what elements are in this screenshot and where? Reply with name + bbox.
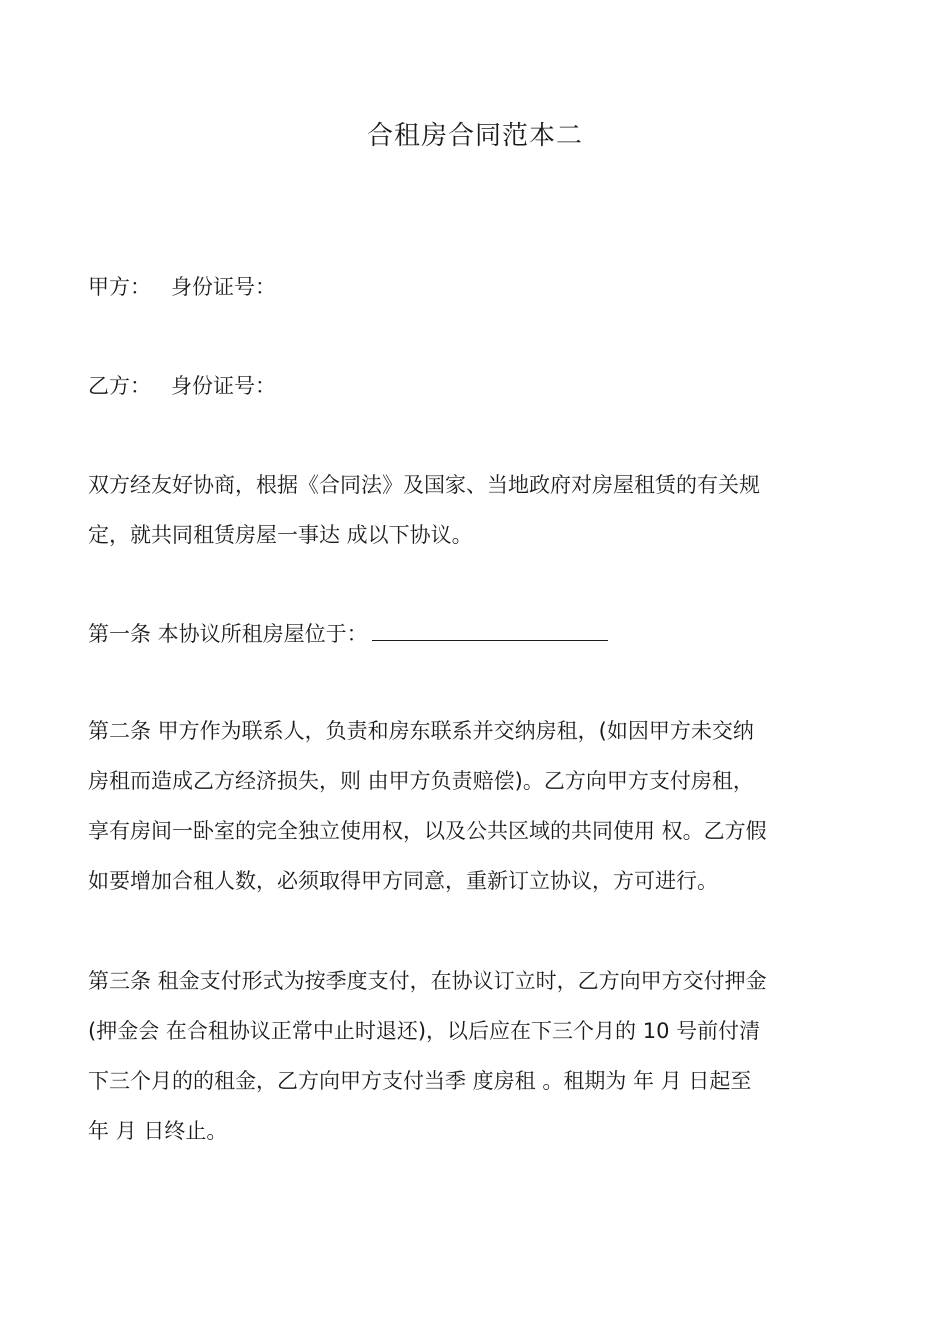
article-2-line: 第二条 甲方作为联系人，负责和房东联系并交纳房租，(如因甲方未交纳 xyxy=(88,719,754,743)
article-3-line: 下三个月的的租金，乙方向甲方支付当季 度房租 。租期为 年 月 日起至 xyxy=(88,1069,752,1093)
article-2-line: 享有房间一卧室的完全独立使用权，以及公共区域的共同使用 权。乙方假 xyxy=(88,819,767,843)
party-a-id-label: 身份证号： xyxy=(171,275,276,299)
article-2-line: 如要增加合租人数，必须取得甲方同意，重新订立协议，方可进行。 xyxy=(88,869,718,893)
article-2-line: 房租而造成乙方经济损失，则 由甲方负责赔偿)。乙方向甲方支付房租， xyxy=(88,769,754,793)
article-1-text: 第一条 本协议所租房屋位于： xyxy=(88,622,368,646)
party-a-line xyxy=(88,272,868,302)
party-a-label: 甲方： xyxy=(88,275,151,299)
party-b-label: 乙方： xyxy=(88,374,151,398)
article-3-line: 年 月 日终止。 xyxy=(88,1119,228,1143)
article-2 xyxy=(88,706,868,906)
party-b-id-label: 身份证号： xyxy=(171,374,276,398)
party-b-line xyxy=(88,371,868,401)
address-blank-line xyxy=(372,618,608,641)
intro-line: 双方经友好协商，根据《合同法》及国家、当地政府对房屋租赁的有关规 xyxy=(88,473,760,497)
document-title: 合租房合同范本二 xyxy=(366,121,583,151)
article-3-line: 第三条 租金支付形式为按季度支付，在协议订立时，乙方向甲方交付押金 xyxy=(88,969,767,993)
article-3-line: (押金会 在合租协议正常中止时退还)，以后应在下三个月的 10 号前付清 xyxy=(88,1019,761,1043)
article-3 xyxy=(88,956,868,1156)
intro-line: 定，就共同租赁房屋一事达 成以下协议。 xyxy=(88,523,473,547)
intro-paragraph xyxy=(88,460,868,560)
article-1 xyxy=(88,618,868,649)
